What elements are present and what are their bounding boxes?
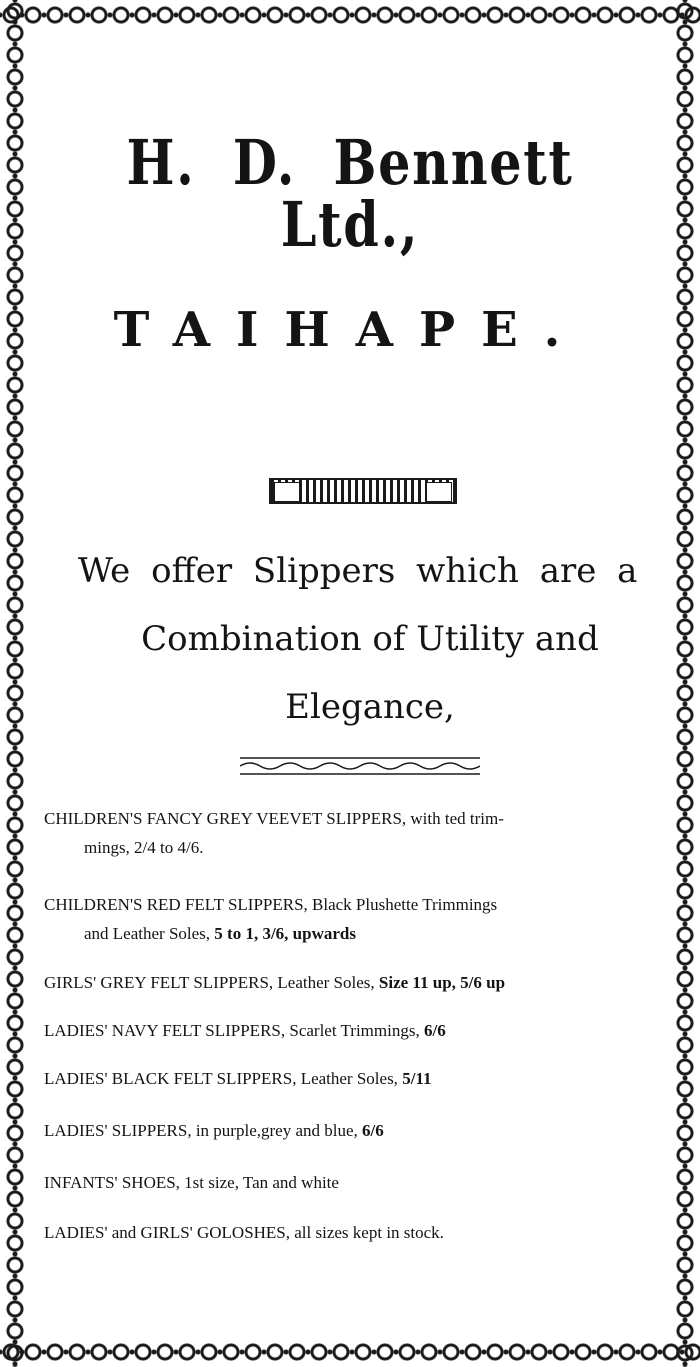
item-price: 6/6: [423, 1021, 446, 1040]
item-text: LADIES' BLACK FELT SLIPPERS, Leather Soles,: [44, 1069, 398, 1088]
item-text: LADIES' and GIRLS' GOLOSHES, all sizes kept in stock.: [44, 1223, 444, 1242]
item-continuation: [44, 923, 660, 946]
list-item: [44, 1222, 660, 1245]
ornamental-border-left: [0, 0, 30, 1367]
item-text: GIRLS' GREY FELT SLIPPERS, Leather Soles,: [44, 973, 375, 992]
list-item: [44, 1172, 660, 1195]
town-name: TAIHAPE.: [113, 302, 587, 358]
list-item: [44, 1020, 660, 1043]
item-text: LADIES' NAVY FELT SLIPPERS, Scarlet Trimmings,: [44, 1021, 420, 1040]
item-price: Size 11 up, 5/6 up: [378, 973, 506, 992]
wavy-rule-divider: [240, 752, 480, 780]
item-continuation-text: and Leather Soles,: [84, 923, 211, 943]
item-price: 5/11: [402, 1069, 432, 1088]
item-text: LADIES' SLIPPERS, in purple,grey and blue,: [44, 1121, 358, 1140]
item-price: 6/6: [362, 1121, 384, 1140]
item-text: INFANTS' SHOES, 1st size, Tan and white: [44, 1173, 339, 1192]
decorative-ornament: [269, 478, 457, 504]
ornamental-border-bottom: [0, 1337, 700, 1367]
list-item: [44, 1068, 660, 1091]
item-continuation: mings, 2/4 to 4/6.: [84, 837, 204, 857]
slogan-line-2: Combination of Utility and: [141, 619, 599, 659]
slogan-line-3: Elegance,: [285, 687, 455, 727]
item-text: CHILDREN'S RED FELT SLIPPERS, Black Plushette Trimmings: [44, 895, 498, 914]
company-name: H. D. Bennett Ltd.,: [126, 126, 574, 261]
list-item: [44, 1120, 660, 1143]
item-price: 5 to 1, 3/6, upwards: [214, 923, 356, 943]
list-item: [44, 972, 660, 995]
list-item: [44, 808, 660, 860]
ornamental-border-top: [0, 0, 700, 30]
slogan-line-1: We offer Slippers which are a: [78, 551, 638, 591]
ornamental-border-right: [670, 0, 700, 1367]
list-item: [44, 894, 660, 946]
item-text: CHILDREN'S FANCY GREY VEEVET SLIPPERS, with ted trim-: [44, 809, 504, 828]
